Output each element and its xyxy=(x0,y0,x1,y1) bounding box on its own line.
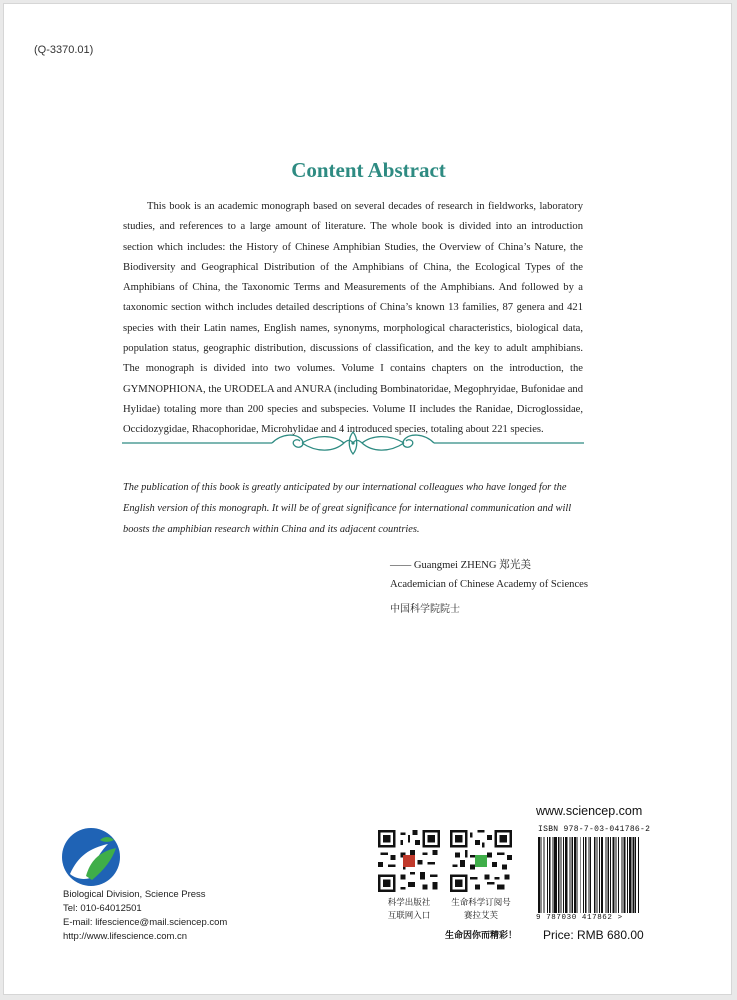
barcode-bar xyxy=(588,837,589,913)
signature-title-en: Academician of Chinese Academy of Sciences xyxy=(390,579,588,590)
barcode-bar xyxy=(627,837,628,913)
book-back-cover xyxy=(3,3,732,995)
barcode-bar xyxy=(624,837,626,913)
barcode-bar xyxy=(599,837,600,913)
ornament-divider xyxy=(122,428,584,458)
barcode-bar xyxy=(554,837,557,913)
qr-code-life-science[interactable] xyxy=(450,830,512,892)
barcode-bar xyxy=(629,837,632,913)
barcode-bar xyxy=(577,837,578,913)
isbn-label: ISBN 978-7-03-041786-2 xyxy=(538,825,651,834)
quote-paragraph: The publication of this book is greatly anticipated by our international colleagues who have longed for the English version of this monograph. It will be of great significance for international communication and will boosts the amphibian research within China and its adjacent countries. xyxy=(123,482,572,535)
barcode-bar xyxy=(570,837,571,913)
publisher-division: Biological Division, Science Press xyxy=(63,889,206,900)
isbn-digits: 9 787030 417862 > xyxy=(536,914,623,922)
barcode-bar xyxy=(552,837,553,913)
barcode-bar xyxy=(574,837,576,913)
barcode-bar xyxy=(538,837,540,913)
abstract-paragraph: This book is an academic monograph based on several decades of research in fieldworks, laboratory studies, and references to a large amount of literature. The whole book is divided into an introduction section which includes: the History of Chinese Amphibian Studies, the Overview of China’s Nature, the Biodiversity and Geographical Distribution of the Amphibians of China, the Ecological Types of the Amphibians of China, the Taxonomic Terms and Measurements of the Amphibians. And followed by a taxonomic section withch includes detailed descriptions of China’s known 13 families, 87 genera and 421 species with their Latin names, English names, synonyms, morphological characteristics, biological data, population status, geographic distribution, discussions of classification, and the key to adult amphibians. The monograph is divided into two volumes. Volume I contains chapters on the introduction, the GYMNOPHIONA, the URODELA and ANURA (including Bombinatoridae, Megophryidae, Bufonidae and Hylidae) totaling more than 200 species and subspecies. Volume II includes the Ranidae, Dicroglossidae, Occidozygidae, Rhacophoridae, Microhylidae and 4 introduced species, totaling about 221 species. xyxy=(123,201,583,436)
barcode-bar xyxy=(565,837,568,913)
barcode-bar xyxy=(563,837,564,913)
barcode-bar xyxy=(583,837,584,913)
slogan: 生命因你而精彩！ xyxy=(445,931,518,941)
qr-code-science-press[interactable] xyxy=(378,830,440,892)
science-press-logo-icon xyxy=(60,826,122,888)
isbn-barcode xyxy=(536,837,640,915)
barcode-bar xyxy=(607,837,609,913)
barcode-bar xyxy=(615,837,616,913)
barcode-bar xyxy=(561,837,562,913)
catalog-code: (Q-3370.01) xyxy=(34,44,94,56)
qr1-caption-line2: 互联网入口 xyxy=(387,911,431,921)
barcode-bar xyxy=(594,837,596,913)
barcode-bar xyxy=(633,837,635,913)
barcode-bar xyxy=(549,837,551,913)
barcode-bar xyxy=(541,837,542,913)
barcode-bar xyxy=(622,837,623,913)
barcode-bar xyxy=(585,837,587,913)
barcode-bar xyxy=(613,837,615,913)
signature-title-cn: 中国科学院院士 xyxy=(390,604,460,615)
signature-name: —— Guangmei ZHENG 郑光美 xyxy=(390,560,531,571)
barcode-bar xyxy=(558,837,560,913)
page-title: Content Abstract xyxy=(291,158,446,182)
barcode-bar xyxy=(635,837,636,913)
barcode-bar xyxy=(580,837,581,913)
barcode-bar xyxy=(547,837,548,913)
website-link[interactable]: www.sciencep.com xyxy=(536,804,643,818)
barcode-bar xyxy=(606,837,607,913)
qr2-caption-line2: 赛拉艾芙 xyxy=(463,911,498,921)
publisher-email[interactable]: E-mail: lifescience@mail.sciencep.com xyxy=(63,917,228,928)
qr2-caption-line1: 生命科学订阅号 xyxy=(451,898,511,908)
barcode-bar xyxy=(638,837,639,913)
price-label: Price: RMB 680.00 xyxy=(543,928,644,942)
barcode-bar xyxy=(610,837,611,913)
qr1-caption-line1: 科学出版社 xyxy=(387,898,431,908)
publisher-tel: Tel: 010-64012501 xyxy=(63,903,142,914)
barcode-bar xyxy=(597,837,598,913)
barcode-bar xyxy=(601,837,603,913)
barcode-bar xyxy=(571,837,573,913)
barcode-bar xyxy=(618,837,619,913)
barcode-bar xyxy=(590,837,591,913)
publisher-url[interactable]: http://www.lifescience.com.cn xyxy=(63,931,188,942)
barcode-bar xyxy=(543,837,544,913)
